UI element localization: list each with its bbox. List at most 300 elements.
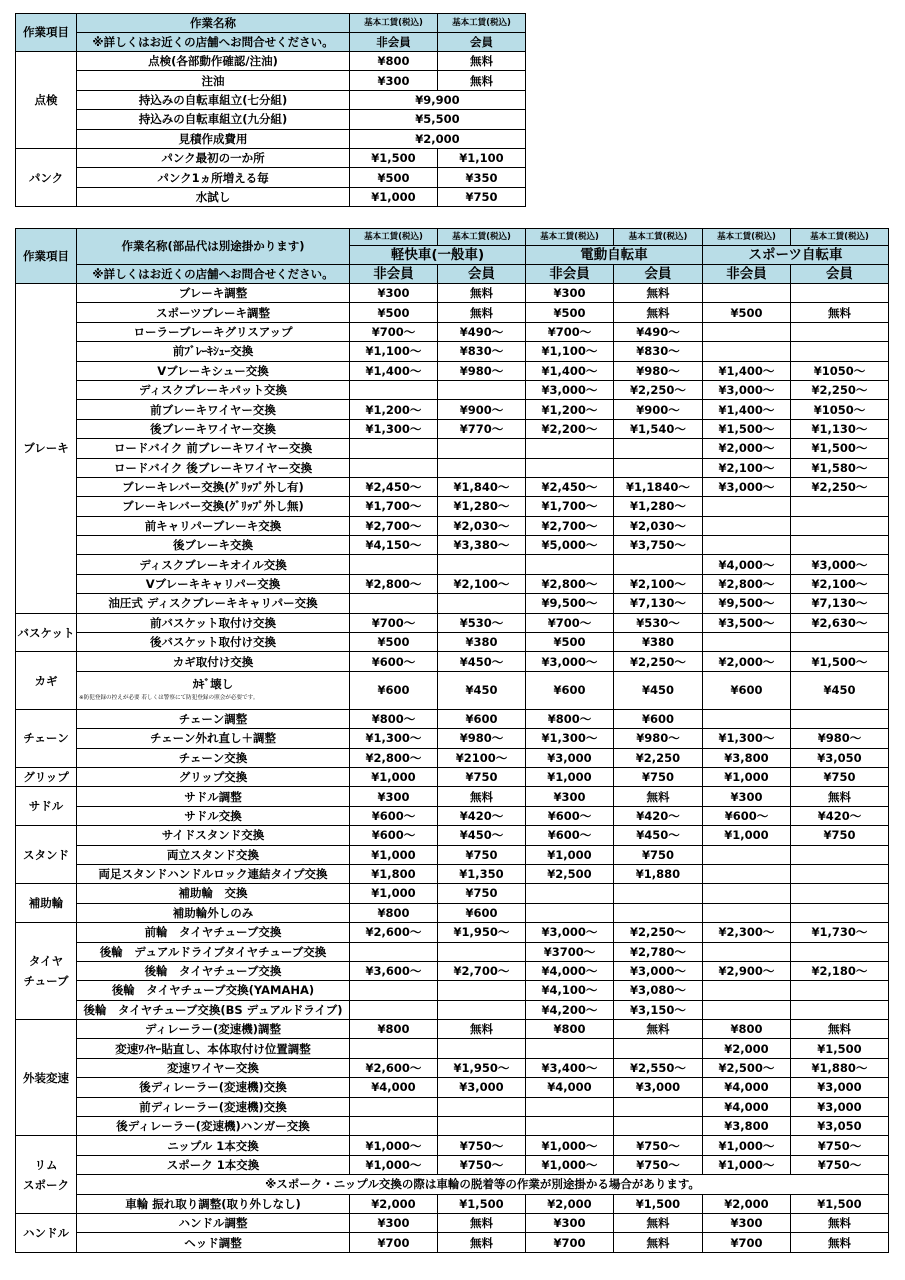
- table-row: [16, 322, 889, 341]
- fee-member: [438, 1097, 526, 1116]
- fee-non-member: ¥2,800～: [350, 748, 438, 767]
- fee-non-member: ¥800: [350, 1020, 438, 1039]
- fee-non-member: ¥600～: [526, 826, 614, 845]
- fee-member: ¥980～: [438, 361, 526, 380]
- fee-non-member: ¥600～: [350, 652, 438, 671]
- fee-non-member: ¥2,450～: [350, 477, 438, 496]
- fee-member: ¥750: [614, 845, 703, 864]
- service-name: 点検(各部動作確認/注油): [77, 52, 350, 71]
- table-row: [16, 942, 889, 961]
- fee-member: ¥1,350: [438, 864, 526, 883]
- table-row: [16, 52, 526, 71]
- fee-member: ¥2,030～: [614, 516, 703, 535]
- fee-member: ¥980～: [791, 729, 889, 748]
- service-name: 両足スタンドハンドルロック連結タイプ交換: [77, 864, 350, 883]
- fee-non-member: ¥300: [350, 787, 438, 806]
- table-row: [16, 400, 889, 419]
- fee-member: ¥1,130～: [791, 419, 889, 438]
- category-label: [16, 1136, 77, 1214]
- fee-non-member: [350, 439, 438, 458]
- fee-non-member: ¥2,800～: [350, 574, 438, 593]
- table-row: [16, 187, 526, 206]
- fee-member: [614, 1039, 703, 1058]
- fee-member: ¥1,1840～: [614, 477, 703, 496]
- fee-member: ¥1,500～: [791, 652, 889, 671]
- fee-non-member: ¥700: [350, 1233, 438, 1252]
- service-name: サイドスタンド交換: [77, 826, 350, 845]
- fee-member: ¥1,730～: [791, 923, 889, 942]
- fee-non-member: [526, 1117, 614, 1136]
- category-line: スポーク: [23, 1177, 69, 1192]
- fee-non-member: ¥1,300～: [703, 729, 791, 748]
- table-row: [16, 845, 889, 864]
- table-row: [16, 1000, 889, 1019]
- service-name: カギ取付け交換: [77, 652, 350, 671]
- fee-member: ¥750: [438, 187, 526, 206]
- table-row: [16, 1194, 889, 1213]
- fee-non-member: ¥4,000: [703, 1078, 791, 1097]
- table-row: [16, 1058, 889, 1077]
- fee-non-member: ¥2,000: [350, 1194, 438, 1213]
- fee-member: [438, 380, 526, 399]
- fee-non-member: ¥800: [350, 52, 438, 71]
- fee-member: ¥3,000: [614, 1078, 703, 1097]
- fee-non-member: ¥1,000: [703, 767, 791, 786]
- category-label: パンク: [16, 148, 77, 206]
- fee-member: 無料: [791, 1213, 889, 1232]
- fee-member: [791, 845, 889, 864]
- fee-non-member: ¥1,800: [350, 864, 438, 883]
- fee-non-member: [526, 439, 614, 458]
- fee-member: ¥600: [438, 709, 526, 728]
- fee-member: ¥3,080～: [614, 981, 703, 1000]
- fee-non-member: ¥1,300～: [526, 729, 614, 748]
- fee-member: ¥1050～: [791, 361, 889, 380]
- fee-non-member: ¥2,500～: [703, 1058, 791, 1077]
- service-name: 後輪 デュアルドライブタイヤチューブ交換: [77, 942, 350, 961]
- fee-member: ¥450: [791, 671, 889, 709]
- fee-non-member: ¥1,200～: [526, 400, 614, 419]
- category-line: タイヤ: [28, 954, 64, 969]
- service-name: 前ディレーラー(変速機)交換: [77, 1097, 350, 1116]
- fee-member: ¥750: [614, 767, 703, 786]
- fee-non-member: ¥1,500～: [703, 419, 791, 438]
- fee-member: ¥2,100～: [791, 574, 889, 593]
- fee-member: 無料: [438, 787, 526, 806]
- fee-member: ¥1,280～: [438, 497, 526, 516]
- table-row: [16, 1155, 889, 1174]
- fee-member: 無料: [438, 303, 526, 322]
- service-name: 前ﾌﾞﾚｰｷｼｭｰ交換: [77, 342, 350, 361]
- fee-member: [438, 942, 526, 961]
- table-row: [16, 1039, 889, 1058]
- fee-non-member: ¥1,400～: [350, 361, 438, 380]
- fee-member: [791, 342, 889, 361]
- service-name: ディレーラー(変速機)調整: [77, 1020, 350, 1039]
- table-row: [16, 555, 889, 574]
- service-name: Vブレーキキャリパー交換: [77, 574, 350, 593]
- service-name: 前バスケット取付け交換: [77, 613, 350, 632]
- fee-member: ¥3,750～: [614, 536, 703, 555]
- fee-member: ¥420～: [438, 806, 526, 825]
- fee-member: ¥450: [438, 671, 526, 709]
- fee-non-member: ¥1,000: [526, 845, 614, 864]
- service-name: パンク1ヵ所増える毎: [77, 168, 350, 187]
- fee-non-member: ¥1,000～: [526, 1136, 614, 1155]
- fee-non-member: ¥2,700～: [350, 516, 438, 535]
- service-name: スポーク 1本交換: [77, 1155, 350, 1174]
- fee-member: ¥2,250～: [614, 380, 703, 399]
- fee-non-member: ¥3,000～: [526, 380, 614, 399]
- fee-member: ¥600: [438, 903, 526, 922]
- fee-member: ¥750～: [438, 1155, 526, 1174]
- fee-non-member: [703, 322, 791, 341]
- fee-non-member: ¥1,000: [350, 767, 438, 786]
- fee-non-member: ¥2,000: [703, 1194, 791, 1213]
- service-name: 後バスケット取付け交換: [77, 633, 350, 652]
- fee-non-member: ¥300: [350, 1213, 438, 1232]
- header-col-name-note: ※詳しくはお近くの店舗へお問合せください。: [77, 33, 350, 52]
- table-row: [16, 536, 889, 555]
- fee-member: [438, 439, 526, 458]
- service-name: 後輪 タイヤチューブ交換: [77, 961, 350, 980]
- fee-member: ¥2,250～: [614, 652, 703, 671]
- header-col-item: 作業項目: [16, 14, 77, 52]
- service-name: 両立スタンド交換: [77, 845, 350, 864]
- table-row: [16, 458, 889, 477]
- fee-member: [791, 709, 889, 728]
- fee-member: [438, 1117, 526, 1136]
- fee-non-member: ¥3,000: [526, 748, 614, 767]
- fee-member: [791, 981, 889, 1000]
- fee-member: [438, 594, 526, 613]
- service-name: 後輪 タイヤチューブ交換(YAMAHA): [77, 981, 350, 1000]
- fee-member: [791, 864, 889, 883]
- category-label: グリップ: [16, 767, 77, 786]
- fee-member: [791, 516, 889, 535]
- header-base-fee: 基本工賃(税込): [350, 14, 438, 33]
- fee-non-member: ¥1,700～: [350, 497, 438, 516]
- fee-non-member: [350, 942, 438, 961]
- service-name: 変速ﾜｲﾔｰ貼直し、本体取付け位置調整: [77, 1039, 350, 1058]
- service-name: ヘッド調整: [77, 1233, 350, 1252]
- fee-member: ¥3,050: [791, 1117, 889, 1136]
- service-name: 後ブレーキワイヤー交換: [77, 419, 350, 438]
- fee-non-member: [350, 458, 438, 477]
- fee-member: ¥1,500: [438, 1194, 526, 1213]
- fee-member: ¥1,840～: [438, 477, 526, 496]
- service-name: ロードバイク 前ブレーキワイヤー交換: [77, 439, 350, 458]
- fee-member: ¥450～: [438, 652, 526, 671]
- fee-member: ¥1,950～: [438, 1058, 526, 1077]
- fee-member: ¥750: [438, 884, 526, 903]
- fee-non-member: [703, 942, 791, 961]
- table-row: [16, 361, 889, 380]
- fee-member: [791, 322, 889, 341]
- fee-non-member: ¥500: [526, 303, 614, 322]
- fee-non-member: [526, 884, 614, 903]
- header-base-fee: 基本工賃(税込): [438, 14, 526, 33]
- table-row: [16, 729, 889, 748]
- fee-non-member: ¥2,000～: [703, 652, 791, 671]
- service-name: パンク最初の一か所: [77, 148, 350, 167]
- table-row: [16, 380, 889, 399]
- fee-non-member: ¥500: [350, 303, 438, 322]
- fee-non-member: ¥1,500: [350, 148, 438, 167]
- fee-non-member: ¥2,600～: [350, 1058, 438, 1077]
- table-row: [16, 1078, 889, 1097]
- fee-non-member: ¥1,400～: [526, 361, 614, 380]
- fee-member: ¥750～: [438, 1136, 526, 1155]
- fee-member: ¥2,100～: [614, 574, 703, 593]
- header-bicycle-type: スポーツ自転車: [703, 246, 889, 265]
- header-bicycle-type: 電動自転車: [526, 246, 703, 265]
- table-row: [16, 671, 889, 709]
- service-name: 注油: [77, 71, 350, 90]
- footnote-row: ※スポーク・ニップル交換の際は車輪の脱着等の作業が別途掛かる場合があります。: [77, 1175, 889, 1194]
- fee-non-member: ¥800～: [350, 709, 438, 728]
- fee-member: 無料: [438, 1213, 526, 1232]
- service-name: ブレーキレバー交換(ｸﾞﾘｯﾌﾟ外し無): [77, 497, 350, 516]
- service-name: チェーン交換: [77, 748, 350, 767]
- fee-non-member: ¥3,800: [703, 1117, 791, 1136]
- fee-merged: ¥2,000: [350, 129, 526, 148]
- fee-member: ¥3,000: [791, 1097, 889, 1116]
- service-name: チェーン調整: [77, 709, 350, 728]
- fee-non-member: ¥1,000: [350, 187, 438, 206]
- table-row: [16, 884, 889, 903]
- fee-non-member: ¥500: [350, 168, 438, 187]
- fee-member: ¥980～: [614, 361, 703, 380]
- fee-non-member: ¥2,100～: [703, 458, 791, 477]
- fee-non-member: ¥600～: [703, 806, 791, 825]
- fee-member: 無料: [438, 1020, 526, 1039]
- fee-member: 無料: [614, 1233, 703, 1252]
- fee-member: ¥1,580～: [791, 458, 889, 477]
- service-name: 車輪 振れ取り調整(取り外しなし): [77, 1194, 350, 1213]
- fee-non-member: ¥3,800: [703, 748, 791, 767]
- table-row: [16, 1233, 889, 1252]
- fee-non-member: ¥5,000～: [526, 536, 614, 555]
- fee-non-member: ¥800: [703, 1020, 791, 1039]
- fee-non-member: ¥1,000～: [703, 1136, 791, 1155]
- fee-member: [791, 284, 889, 303]
- fee-non-member: ¥800: [526, 1020, 614, 1039]
- fee-non-member: [526, 1097, 614, 1116]
- fee-member: [438, 981, 526, 1000]
- fee-non-member: ¥4,000: [350, 1078, 438, 1097]
- header-base-fee: 基本工賃(税込): [703, 229, 791, 246]
- fee-non-member: ¥700: [703, 1233, 791, 1252]
- fee-member: ¥2,700～: [438, 961, 526, 980]
- category-line: リム: [34, 1157, 58, 1172]
- service-name: ｶｷﾞ壊し: [192, 677, 234, 692]
- fee-non-member: ¥1,000～: [350, 1136, 438, 1155]
- service-name-with-note: [77, 671, 350, 709]
- table-row: [16, 168, 526, 187]
- fee-member: ¥2,780～: [614, 942, 703, 961]
- service-name: 持込みの自転車組立(九分組): [77, 110, 350, 129]
- fee-non-member: ¥4,200～: [526, 1000, 614, 1019]
- fee-non-member: ¥4,000～: [703, 555, 791, 574]
- fee-non-member: ¥4,000～: [526, 961, 614, 980]
- fee-non-member: [526, 555, 614, 574]
- fee-non-member: ¥300: [350, 71, 438, 90]
- header-base-fee: 基本工賃(税込): [791, 229, 889, 246]
- fee-member: ¥1,500～: [791, 439, 889, 458]
- fee-member: ¥2,250～: [614, 923, 703, 942]
- fee-non-member: ¥2,800～: [703, 574, 791, 593]
- fee-member: ¥900～: [438, 400, 526, 419]
- header-non-member: 非会員: [350, 33, 438, 52]
- fee-member: [614, 1117, 703, 1136]
- fee-non-member: ¥1,300～: [350, 419, 438, 438]
- fee-non-member: ¥700～: [350, 613, 438, 632]
- fee-member: ¥2,180～: [791, 961, 889, 980]
- fee-non-member: [526, 903, 614, 922]
- fee-non-member: ¥1,000～: [703, 1155, 791, 1174]
- fee-member: ¥3,000: [438, 1078, 526, 1097]
- service-name: ディスクブレーキオイル交換: [77, 555, 350, 574]
- fee-non-member: [703, 497, 791, 516]
- table-row: [16, 90, 526, 109]
- fee-non-member: ¥300: [526, 787, 614, 806]
- service-name: 補助輪 交換: [77, 884, 350, 903]
- fee-member: ¥980～: [614, 729, 703, 748]
- table-row: [16, 419, 889, 438]
- fee-member: 無料: [438, 71, 526, 90]
- fee-member: ¥3,000～: [614, 961, 703, 980]
- table-row: [16, 826, 889, 845]
- service-name: 変速ワイヤー交換: [77, 1058, 350, 1077]
- fee-member: ¥3,000: [791, 1078, 889, 1097]
- fee-member: ¥1050～: [791, 400, 889, 419]
- fee-non-member: ¥700: [526, 1233, 614, 1252]
- fee-non-member: [703, 1000, 791, 1019]
- fee-merged: ¥5,500: [350, 110, 526, 129]
- fee-member: ¥490～: [614, 322, 703, 341]
- header-base-fee: 基本工賃(税込): [438, 229, 526, 246]
- fee-non-member: ¥1,000～: [350, 1155, 438, 1174]
- table-row: [16, 574, 889, 593]
- fee-non-member: ¥3,000～: [703, 380, 791, 399]
- fee-non-member: ¥2,700～: [526, 516, 614, 535]
- fee-non-member: ¥2,000: [526, 1194, 614, 1213]
- table-row: [16, 342, 889, 361]
- table-row: [16, 1020, 889, 1039]
- fee-member: ¥750～: [614, 1155, 703, 1174]
- basic-fee-table: [15, 13, 526, 207]
- table-row: [16, 477, 889, 496]
- fee-member: ¥830～: [614, 342, 703, 361]
- service-fee-table: [15, 228, 889, 1253]
- fee-non-member: [703, 536, 791, 555]
- fee-member: [614, 1097, 703, 1116]
- fee-member: [791, 1000, 889, 1019]
- fee-non-member: ¥700～: [526, 322, 614, 341]
- fee-member: ¥420～: [791, 806, 889, 825]
- fee-non-member: ¥1,700～: [526, 497, 614, 516]
- fee-member: ¥530～: [438, 613, 526, 632]
- table-row: [16, 1175, 889, 1194]
- service-name: ブレーキ調整: [77, 284, 350, 303]
- fee-member: ¥770～: [438, 419, 526, 438]
- fee-member: ¥2,100～: [438, 574, 526, 593]
- category-line: チューブ: [23, 974, 69, 989]
- fee-member: 無料: [791, 787, 889, 806]
- fee-member: 無料: [438, 1233, 526, 1252]
- fee-non-member: ¥2,600～: [350, 923, 438, 942]
- fee-member: ¥750: [791, 826, 889, 845]
- fee-member: 無料: [614, 787, 703, 806]
- table-row: [16, 1213, 889, 1232]
- service-name: スポーツブレーキ調整: [77, 303, 350, 322]
- service-name: サドル交換: [77, 806, 350, 825]
- fee-non-member: ¥300: [526, 284, 614, 303]
- fee-non-member: [526, 1039, 614, 1058]
- fee-non-member: ¥600～: [350, 826, 438, 845]
- header-member: 会員: [791, 265, 889, 284]
- fee-non-member: ¥1,000: [350, 845, 438, 864]
- service-name: ブレーキレバー交換(ｸﾞﾘｯﾌﾟ外し有): [77, 477, 350, 496]
- service-name: 前ブレーキワイヤー交換: [77, 400, 350, 419]
- fee-non-member: [350, 1117, 438, 1136]
- fee-non-member: ¥9,500～: [703, 594, 791, 613]
- fee-non-member: ¥3,600～: [350, 961, 438, 980]
- service-note: ※防犯登録の控えが必要 若しくは警察にて防犯登録の照会が必要です。: [79, 695, 259, 702]
- category-label: ハンドル: [16, 1213, 77, 1252]
- fee-non-member: [703, 633, 791, 652]
- fee-non-member: ¥2,300～: [703, 923, 791, 942]
- fee-member: ¥750: [438, 845, 526, 864]
- table-row: [16, 284, 889, 303]
- table-row: [16, 864, 889, 883]
- fee-non-member: ¥2,800～: [526, 574, 614, 593]
- fee-non-member: ¥300: [703, 787, 791, 806]
- fee-non-member: ¥600～: [526, 806, 614, 825]
- header-col-item: 作業項目: [16, 229, 77, 284]
- header-base-fee: 基本工賃(税込): [526, 229, 614, 246]
- table-row: [16, 594, 889, 613]
- fee-non-member: ¥4,100～: [526, 981, 614, 1000]
- fee-non-member: [350, 594, 438, 613]
- table-row: [16, 613, 889, 632]
- fee-non-member: [703, 903, 791, 922]
- fee-member: [791, 903, 889, 922]
- fee-non-member: [703, 342, 791, 361]
- fee-non-member: ¥800～: [526, 709, 614, 728]
- service-name: サドル調整: [77, 787, 350, 806]
- fee-member: ¥600: [614, 709, 703, 728]
- fee-member: 無料: [614, 284, 703, 303]
- header-non-member: 非会員: [703, 265, 791, 284]
- table-row: [16, 1097, 889, 1116]
- fee-member: ¥750: [438, 767, 526, 786]
- fee-member: [614, 903, 703, 922]
- category-label: ブレーキ: [16, 284, 77, 614]
- header-non-member: 非会員: [350, 265, 438, 284]
- fee-member: ¥750～: [791, 1155, 889, 1174]
- fee-member: ¥1,540～: [614, 419, 703, 438]
- fee-non-member: [350, 1039, 438, 1058]
- service-name: 見積作成費用: [77, 129, 350, 148]
- service-name: 油圧式 ディスクブレーキキャリパー交換: [77, 594, 350, 613]
- table-row: [16, 129, 526, 148]
- fee-non-member: ¥1,300～: [350, 729, 438, 748]
- fee-member: ¥380: [438, 633, 526, 652]
- fee-merged: ¥9,900: [350, 90, 526, 109]
- table-row: [16, 148, 526, 167]
